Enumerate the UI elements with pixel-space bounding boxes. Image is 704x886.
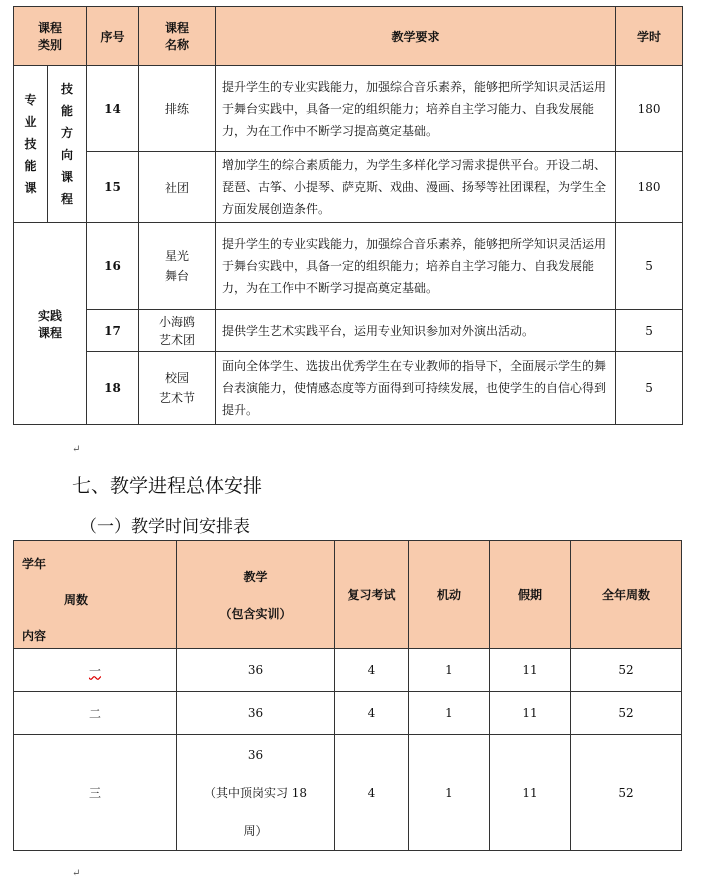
row-holiday: 11	[490, 649, 571, 692]
row-requirement: 面向全体学生、选拔出优秀学生在专业教师的指导下，全面展示学生的舞台表演能力，使情感态度等方面得到可持续发展，也使学生的自信心得到提升。	[216, 352, 616, 425]
row-teach: 36	[177, 649, 335, 692]
schedule-table	[13, 540, 682, 851]
row-hours: 5	[616, 223, 683, 310]
row-course-name: 社团	[139, 152, 216, 223]
row-hours: 5	[616, 310, 683, 352]
row-review: 4	[335, 692, 409, 735]
row-seq: 14	[87, 66, 139, 152]
header-hours: 学时	[616, 7, 683, 66]
table-row	[14, 223, 683, 310]
table-row	[14, 692, 682, 735]
row-flex: 1	[409, 735, 490, 851]
row-year: 二	[14, 692, 177, 735]
header-course-name: 课程 名称	[139, 7, 216, 66]
row-course-name: 小海鸥 艺术团	[139, 310, 216, 352]
row-hours: 180	[616, 152, 683, 223]
header-seq: 序号	[87, 7, 139, 66]
row-course-name: 星光 舞台	[139, 223, 216, 310]
row-teach: 36 （其中顶岗实习 18 周）	[177, 735, 335, 851]
row-requirement: 增加学生的综合素质能力，为学生多样化学习需求提供平台。开设二胡、琵琶、古筝、小提琴、萨克斯、戏曲、漫画、扬琴等社团课程，为学生全方面发展创造条件。	[216, 152, 616, 223]
row-requirement: 提升学生的专业实践能力，加强综合音乐素养，能够把所学知识灵活运用于舞台实践中，具备一定的组织能力；培养自主学习能力、自我发展能力，为在工作中不断学习提高奠定基础。	[216, 66, 616, 152]
header-total-weeks: 全年周数	[571, 541, 682, 649]
header-category: 课程 类别	[14, 7, 87, 66]
row-seq: 15	[87, 152, 139, 223]
header-flexible: 机动	[409, 541, 490, 649]
skill-direction-label: 技 能 方 向 课 程	[48, 66, 87, 223]
table-row	[14, 310, 683, 352]
row-year: 一	[14, 649, 177, 692]
major-skill-label: 专 业 技 能 课	[14, 66, 48, 223]
row-review: 4	[335, 735, 409, 851]
paragraph-mark: ↵	[72, 868, 81, 879]
corner-header: 学年 周数 内容	[14, 541, 177, 649]
row-total: 52	[571, 649, 682, 692]
sub-heading: （一）教学时间安排表	[80, 517, 250, 537]
row-requirement: 提供学生艺术实践平台，运用专业知识参加对外演出活动。	[216, 310, 616, 352]
row-seq: 18	[87, 352, 139, 425]
header-review-exam: 复习考试	[335, 541, 409, 649]
row-requirement: 提升学生的专业实践能力，加强综合音乐素养，能够把所学知识灵活运用于舞台实践中，具备一定的组织能力；培养自主学习能力、自我发展能力，为在工作中不断学习提高奠定基础。	[216, 223, 616, 310]
table-row	[14, 66, 683, 152]
header-holiday: 假期	[490, 541, 571, 649]
header-requirement: 教学要求	[216, 7, 616, 66]
row-year: 三	[14, 735, 177, 851]
row-flex: 1	[409, 692, 490, 735]
row-holiday: 11	[490, 735, 571, 851]
paragraph-mark: ↵	[72, 444, 81, 455]
row-holiday: 11	[490, 692, 571, 735]
row-course-name: 排练	[139, 66, 216, 152]
row-review: 4	[335, 649, 409, 692]
row-seq: 17	[87, 310, 139, 352]
row-hours: 5	[616, 352, 683, 425]
table-row	[14, 352, 683, 425]
practice-course-label: 实践 课程	[14, 223, 87, 425]
row-total: 52	[571, 692, 682, 735]
row-course-name: 校园 艺术节	[139, 352, 216, 425]
row-total: 52	[571, 735, 682, 851]
section-heading: 七、教学进程总体安排	[72, 475, 263, 497]
table-row	[14, 735, 682, 851]
schedule-header	[14, 541, 682, 649]
table-row	[14, 649, 682, 692]
row-hours: 180	[616, 66, 683, 152]
row-flex: 1	[409, 649, 490, 692]
header-teaching: 教学 （包含实训）	[177, 541, 335, 649]
table-row	[14, 152, 683, 223]
row-seq: 16	[87, 223, 139, 310]
course-table-header	[14, 7, 683, 66]
row-teach: 36	[177, 692, 335, 735]
course-table	[13, 6, 683, 425]
